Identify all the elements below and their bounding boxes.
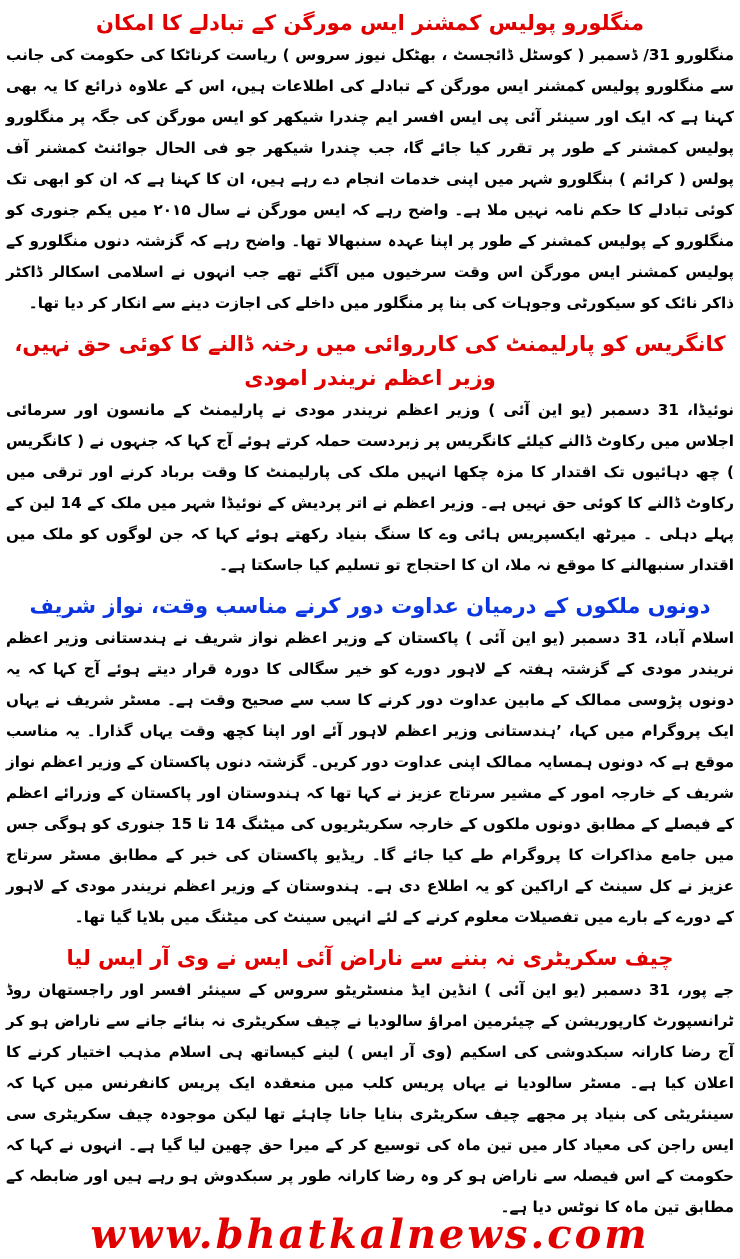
- article-police-commissioner-transfer: [6, 0, 734, 319]
- article-nawaz-sharif-enmity: [6, 581, 734, 933]
- article-body: نوئیڈا، 31 دسمبر (یو این آئی ) وزیر اعظم نریندر مودی نے پارلیمنٹ کے مانسون اور سرمائی اجلاس میں رکاوٹ ڈالنے کیلئے کانگریس پر زبردست حملہ کرتے ہوئے آج کہا کہ جنہوں نے ( کانگریس ) چھ دہائیوں تک اقتدار کا مزہ چکھا انہیں ملک کی پارلیمنٹ کا وقت برباد کرنے اور ترقی میں رکاوٹ ڈالنے کا کوئی حق نہیں ہے۔ وزیر اعظم نے اتر پردیش کے نوئیڈا شہر میں ملک کے 14 لین کے پہلے دہلی ۔ میرٹھ ایکسپریس ہائی وے کا سنگ بنیاد رکھتے ہوئے کہا کہ جن لوگوں کو ملک میں اقتدار سنبھالنے کا موقع نہ ملا، ان کا احتجاج تو تسلیم کیا جاسکتا ہے۔: [6, 401, 734, 574]
- article-headline: دونوں ملکوں کے درمیان عداوت دور کرنے مناسب وقت، نواز شریف: [29, 594, 711, 618]
- article-modi-congress-parliament: [6, 319, 734, 581]
- article-body: منگلورو 31/ ڈسمبر ( کوسٹل ڈائجسٹ ، بھٹکل نیوز سروس ) ریاست کرناٹکا کی حکومت کی جانب سے منگلورو پولیس کمشنر ایس مورگن کے تبادلے کی اطلاعات ہیں، اس کے علاوہ ذرائع کا یہ بھی کہنا ہے کہ ایک اور سینئر آئی پی ایس افسر ایم چندرا شیکھر کو ایس مورگن کی جگہ پر منگلورو پولیس کمشنر کے طور پر تقرر کیا جائے گا، جب چندرا شیکھر جو فی الحال جوائنٹ کمشنر آف پولس ( کرائم ) بنگلورو شہر میں اپنی خدمات انجام دے رہے ہیں، ان کا کہنا ہے کہ ان کو ابھی تک کوئی تبادلے کا حکم نامہ نہیں ملا ہے۔ واضح رہے کہ ایس مورگن نے سال ۲۰۱۵ میں یکم جنوری کو منگلورو کے پولیس کمشنر کے طور پر اپنا عہدہ سنبھالا تھا۔ واضح رہے کہ گزشتہ دنوں منگلورو کے پولیس کمشنر ایس مورگن اس وقت سرخیوں میں آگئے تھے جب انہوں نے اسلامی اسکالر ڈاکٹر ذاکر نائک کو سیکورٹی وجوہات کی بنا پر منگلور میں داخلے کی اجازت دینے سے انکار کر دیا تھا۔: [6, 46, 734, 312]
- article-headline: منگلورو پولیس کمشنر ایس مورگن کے تبادلے کا امکان: [96, 11, 644, 35]
- site-url-watermark: www.bhatkalnews.com: [90, 1211, 650, 1258]
- article-headline: چیف سکریٹری نہ بننے سے ناراض آئی ایس نے وی آر ایس لیا: [66, 946, 674, 970]
- article-body: جے پور، 31 دسمبر (یو این آئی ) انڈین ایڈ منسٹریٹو سروس کے سینئر افسر اور راجستھان روڈ ٹرانسپورٹ کارپوریشن کے چیئرمین امراؤ سالودیا نے چیف سکریٹری نہ بنائے جانے سے ناراض ہو کر آج رضا کارانہ سبکدوشی کی اسکیم (وی آر ایس ) لینے کیساتھ ہی اسلام مذہب اختیار کرنے کا اعلان کیا ہے۔ مسٹر سالودیا نے یہاں پریس کلب میں منعقدہ ایک پریس کانفرنس میں کہا کہ سینئریٹی کی بنیاد پر مجھے چیف سکریٹری بنایا جانا چاہئے تھا لیکن موجودہ چیف سکریٹری سی ایس راجن کی معیاد کار میں تین ماہ کی توسیع کر کے میرا حق چھین لیا گیا ہے۔ انہوں نے کہا کہ حکومت کے اس فیصلہ سے ناراض ہو کر وہ رضا کارانہ طور پر سبکدوش ہو رہے ہیں اور ضابطہ کے مطابق تین ماہ کا نوٹس دیا ہے۔: [6, 981, 734, 1216]
- article-headline: کانگریس کو پارلیمنٹ کی کارروائی میں رخنہ ڈالنے کا کوئی حق نہیں، وزیر اعظم نریندر امودی: [14, 332, 726, 390]
- article-ias-officer-vrs: [6, 933, 734, 1223]
- article-body: اسلام آباد، 31 دسمبر (یو این آئی ) پاکستان کے وزیر اعظم نواز شریف نے ہندستانی وزیر اعظم نریندر مودی کے گزشتہ ہفتہ کے لاہور دورے کو خیر سگالی کا دورہ قرار دیتے ہوئے آج کہا کہ یہ دونوں پڑوسی ممالک کے مابین عداوت دور کرنے کا سب سے صحیح وقت ہے۔ مسٹر شریف نے یہاں ایک پروگرام میں کہا، ’ہندستانی وزیر اعظم لاہور آئے اور اپنا کچھ وقت یہاں گذارا۔ یہ مناسب موقع ہے کہ دونوں ہمسایہ ممالک اپنی عداوت دور کریں۔ گزشتہ دنوں پاکستان کے وزیر اعظم نواز شریف کے خارجہ امور کے مشیر سرتاج عزیز نے کہا تھا کہ ہندوستان اور پاکستان کے وزرائے اعظم کے فیصلے کے مطابق دونوں ملکوں کے خارجہ سکریٹریوں کی میٹنگ 14 تا 15 جنوری کو ہوگی جس میں جامع مذاکرات کا پروگرام طے کیا جائے گا۔ ریڈیو پاکستان کی خبر کے مطابق مسٹر سرتاج عزیز نے کل سینٹ کے اراکین کو یہ اطلاع دی ہے۔ ہندوستان کے وزیر اعظم نریندر مودی کے لاہور کے دورے کے بارے میں تفصیلات معلوم کرنے کے لئے انہیں سینٹ کی میٹنگ میں بلایا گیا تھا۔: [6, 629, 734, 926]
